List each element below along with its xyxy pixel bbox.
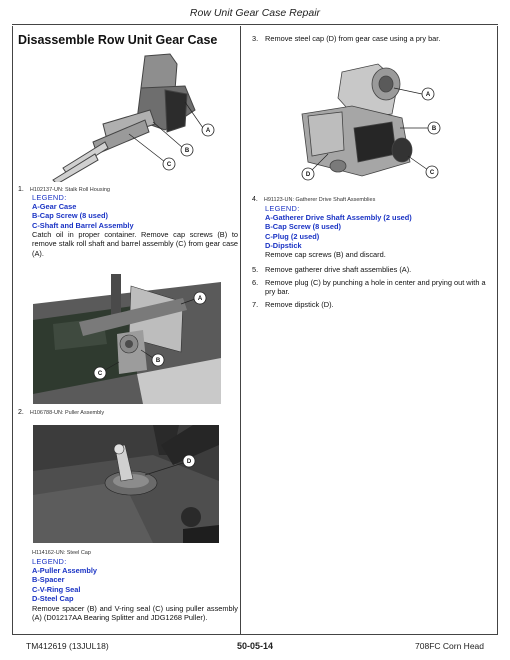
legend-title: LEGEND: xyxy=(265,204,300,213)
legend-item: A-Gatherer Drive Shaft Assembly (2 used) xyxy=(265,213,412,223)
callout-b: B xyxy=(431,126,437,132)
callout-d: D xyxy=(186,459,192,465)
footer-product: 708FC Corn Head xyxy=(415,641,484,651)
header-rule xyxy=(12,24,498,25)
legend-title: LEGEND: xyxy=(32,557,67,566)
legend-item: B-Cap Screw (8 used) xyxy=(265,222,341,232)
step-7 xyxy=(252,300,492,309)
figure-number: 1. xyxy=(18,186,24,193)
caption-text: H106788-UN: Puller Assembly xyxy=(29,410,105,416)
legend-fig1 xyxy=(32,193,134,230)
figure-caption xyxy=(18,409,104,416)
legend-item: B-Cap Screw (8 used) xyxy=(32,211,108,221)
callout-d: D xyxy=(305,172,311,178)
step-text: Remove dipstick (D). xyxy=(265,300,334,309)
legend-fig4 xyxy=(265,204,412,250)
step-5 xyxy=(252,265,492,274)
caption-text: H114162-UN: Steel Cap xyxy=(32,550,91,556)
instruction-text: Remove cap screws (B) and discard. xyxy=(265,250,386,259)
step-text: Remove steel cap (D) from gear case using a pry bar. xyxy=(265,34,441,43)
legend-item: B-Spacer xyxy=(32,575,65,585)
legend-item: A-Puller Assembly xyxy=(32,566,98,576)
running-head: Row Unit Gear Case Repair xyxy=(189,7,321,19)
figure-number: 4. xyxy=(252,196,258,203)
callout-b: B xyxy=(155,358,161,364)
footer-rule xyxy=(12,634,498,635)
step-number: 6. xyxy=(252,278,259,287)
step-6 xyxy=(252,278,492,297)
caption-text: H102137-UN: Stalk Roll Housing xyxy=(29,187,110,193)
legend-item: C-Shaft and Barrel Assembly xyxy=(32,220,134,230)
legend-title: LEGEND: xyxy=(32,193,67,202)
step-3 xyxy=(252,34,492,43)
footer-page-number: 50-05-14 xyxy=(236,641,274,651)
caption-text: H91123-UN: Gatherer Drive Shaft Assemblies xyxy=(263,197,376,203)
figure-number: 2. xyxy=(18,409,24,416)
legend-fig3 xyxy=(32,557,97,603)
step-number: 7. xyxy=(252,300,259,309)
figure-caption xyxy=(32,550,91,556)
callout-a: A xyxy=(197,296,203,302)
instruction-text: Catch oil in proper container. Remove cap screws (B) to remove stalk roll shaft and barrel assembly (C) from gear case (A). xyxy=(32,230,238,258)
step-text: Remove gatherer drive shaft assemblies (A). xyxy=(265,265,412,274)
legend-item: D-Steel Cap xyxy=(32,593,74,603)
figure-puller-assembly xyxy=(33,274,221,404)
column-divider xyxy=(240,26,241,634)
step-number: 5. xyxy=(252,265,259,274)
figure-caption xyxy=(252,196,375,203)
callout-c: C xyxy=(166,162,172,168)
figure-gatherer-drive-shafts xyxy=(282,58,450,190)
legend-item: C-Plug (2 used) xyxy=(265,231,320,241)
step-text: Remove plug (C) by punching a hole in center and prying out with a pry bar. xyxy=(265,278,486,297)
step-number: 3. xyxy=(252,34,259,43)
legend-item: A-Gear Case xyxy=(32,202,77,212)
instruction-text: Remove spacer (B) and V-ring seal (C) using puller assembly (A) (D01217AA Bearing Splitter and JDG1268 Puller). xyxy=(32,604,238,623)
callout-c: C xyxy=(97,371,103,377)
section-title: Disassemble Row Unit Gear Case xyxy=(18,33,218,47)
figure-caption xyxy=(18,186,110,193)
callout-c: C xyxy=(429,170,435,176)
figure-stalk-roll-housing xyxy=(45,50,230,182)
footer-doc-id: TM412619 (13JUL18) xyxy=(26,641,109,651)
legend-item: C-V-Ring Seal xyxy=(32,584,81,594)
figure-steel-cap xyxy=(33,425,219,543)
callout-a: A xyxy=(205,128,211,134)
legend-item: D-Dipstick xyxy=(265,240,302,250)
callout-b: B xyxy=(184,148,190,154)
callout-a: A xyxy=(425,92,431,98)
